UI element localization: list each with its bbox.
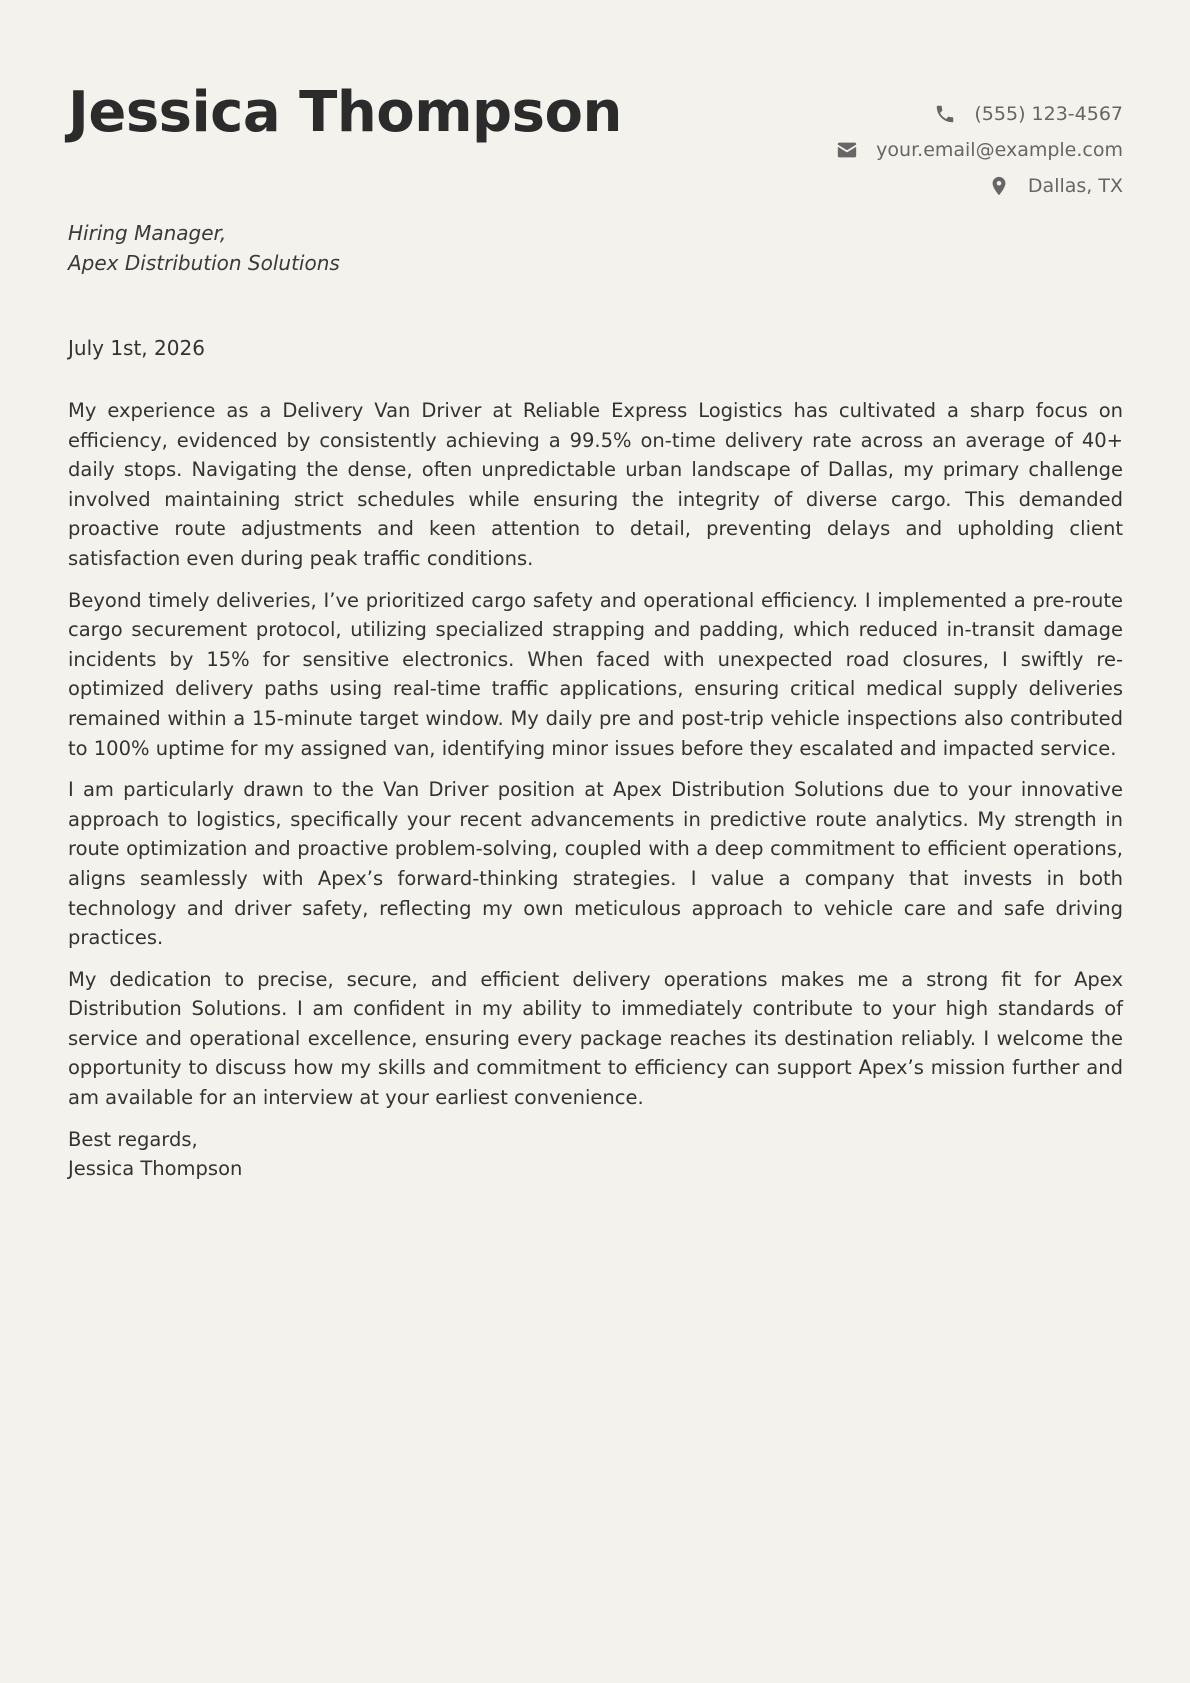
envelope-icon: [836, 139, 858, 161]
letter-date: July 1st, 2026: [68, 336, 205, 360]
closing-salutation: Best regards,: [68, 1127, 198, 1151]
body-paragraph: Beyond timely deliveries, I’ve prioritized cargo safety and operational efficiency. I implemented a pre-route cargo securement protocol, utilizing specialized strapping and padding, which reduced in-transit damage incidents by 15% for sensitive electronics. When faced with unexpected road closures, I swiftly re-optimized delivery paths using real-time traffic applications, ensuring critical medical supply deliveries remained within a 15-minute target window. My daily pre and post-trip vehicle inspections also contributed to 100% uptime for my assigned van, identifying minor issues before they escalated and impacted service.: [68, 588, 1123, 760]
letter-header: [68, 78, 1123, 208]
body-paragraph: My experience as a Delivery Van Driver at Reliable Express Logistics has cultivated a sharp focus on efficiency, evidenced by consistently achieving a 99.5% on-time delivery rate across an average of 40+ daily stops. Navigating the dense, often unpredictable urban landscape of Dallas, my primary challenge involved maintaining strict schedules while ensuring the integrity of diverse cargo. This demanded proactive route adjustments and keen attention to detail, preventing delays and upholding client satisfaction even during peak traffic conditions.: [68, 399, 1123, 570]
closing-signature: Jessica Thompson: [68, 1157, 243, 1181]
recipient-title: Hiring Manager,: [68, 221, 227, 245]
letter-closing: [68, 1125, 1123, 1184]
contact-info: [836, 96, 1123, 204]
location-text: Dallas, TX: [1027, 175, 1123, 197]
cover-letter-page: [68, 0, 1123, 1683]
recipient-company: Apex Distribution Solutions: [68, 251, 340, 275]
recipient-block: [68, 218, 340, 278]
body-paragraph: I am particularly drawn to the Van Driver position at Apex Distribution Solutions due to your innovative approach to logistics, specifically your recent advancements in predictive route analytics. My strength in route optimization and proactive problem-solving, coupled with a deep commitment to efficient operations, aligns seamlessly with Apex’s forward-thinking strategies. I value a company that invests in both technology and driver safety, reflecting my own meticulous approach to vehicle care and safe driving practices.: [68, 778, 1123, 950]
contact-email: [836, 132, 1123, 168]
letter-body: [68, 396, 1123, 1184]
body-paragraph: My dedication to precise, secure, and efficient delivery operations makes me a strong fit for Apex Distribution Solutions. I am confident in my ability to immediately contribute to your high standards of service and operational excellence, ensuring every package reaches its destination reliably. I welcome the opportunity to discuss how my skills and commitment to efficiency can support Apex’s mission further and am available for an interview at your earliest convenience.: [68, 967, 1123, 1110]
contact-phone: [836, 96, 1123, 132]
email-address: your.email@example.com: [876, 139, 1123, 161]
contact-location: [836, 168, 1123, 204]
phone-icon: [934, 103, 956, 125]
applicant-name: Jessica Thompson: [68, 80, 622, 145]
map-pin-icon: [988, 175, 1010, 197]
phone-number: (555) 123-4567: [974, 103, 1123, 125]
